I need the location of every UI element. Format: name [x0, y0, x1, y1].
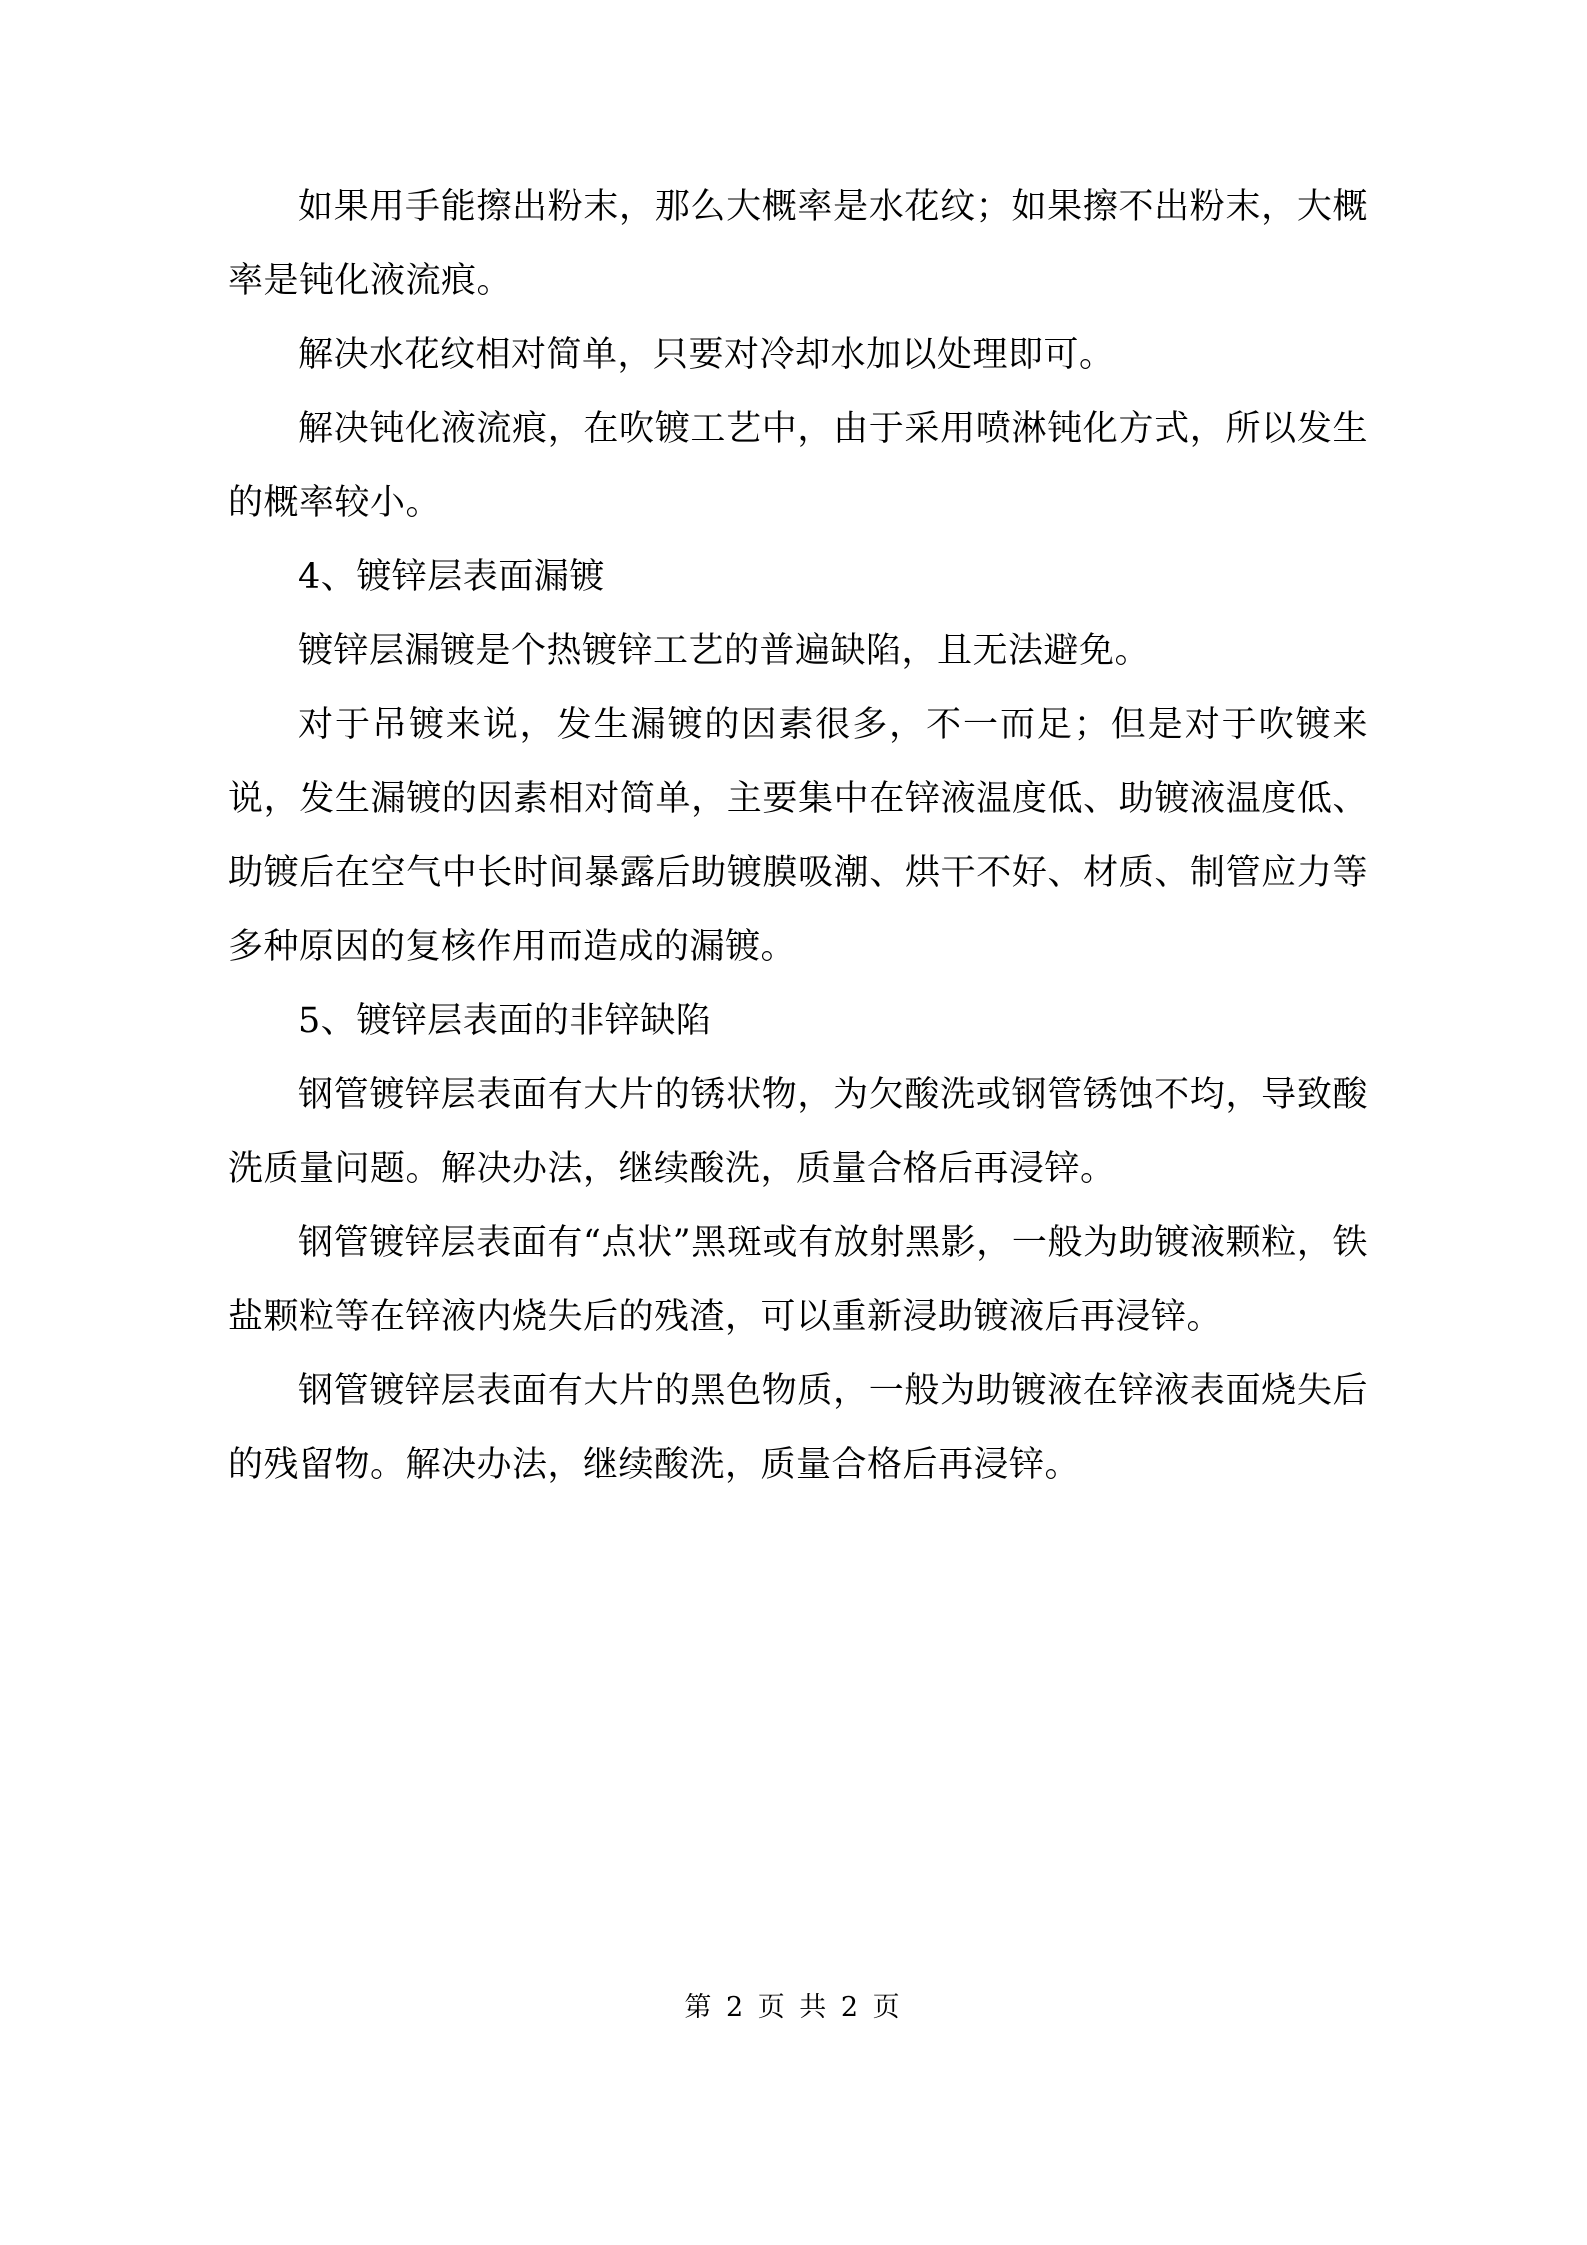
section-heading-4: 4、镀锌层表面漏镀 — [298, 557, 605, 597]
paragraph: 钢管镀锌层表面有大片的锈状物，为欠酸洗或钢管锈蚀不均，导致酸洗质量问题。解决办法，继续酸洗，质量合格后再浸锌。 — [228, 1075, 1368, 1189]
page-footer — [0, 1985, 1587, 2024]
paragraph: 解决钝化液流痕，在吹镀工艺中，由于采用喷淋钝化方式，所以发生的概率较小。 — [228, 409, 1368, 523]
paragraph: 钢管镀锌层表面有“点状”黑斑或有放射黑影，一般为助镀液颗粒，铁盐颗粒等在锌液内烧失后的残渣，可以重新浸助镀液后再浸锌。 — [228, 1223, 1368, 1337]
paragraph: 钢管镀锌层表面有大片的黑色物质，一般为助镀液在锌液表面烧失后的残留物。解决办法，继续酸洗，质量合格后再浸锌。 — [228, 1371, 1368, 1485]
document-body — [228, 170, 1368, 1502]
paragraph: 如果用手能擦出粉末，那么大概率是水花纹；如果擦不出粉末，大概率是钝化液流痕。 — [228, 187, 1368, 301]
page-number: 第 2 页 共 2 页 — [684, 1992, 903, 2023]
section-heading-5: 5、镀锌层表面的非锌缺陷 — [298, 1001, 712, 1041]
paragraph: 镀锌层漏镀是个热镀锌工艺的普遍缺陷，且无法避免。 — [298, 631, 1151, 671]
paragraph: 解决水花纹相对简单，只要对冷却水加以处理即可。 — [298, 335, 1115, 375]
paragraph: 对于吊镀来说，发生漏镀的因素很多，不一而足；但是对于吹镀来说，发生漏镀的因素相对简单，主要集中在锌液温度低、助镀液温度低、助镀后在空气中长时间暴露后助镀膜吸潮、烘干不好、材质、制管应力等多种原因的复核作用而造成的漏镀。 — [228, 705, 1368, 967]
